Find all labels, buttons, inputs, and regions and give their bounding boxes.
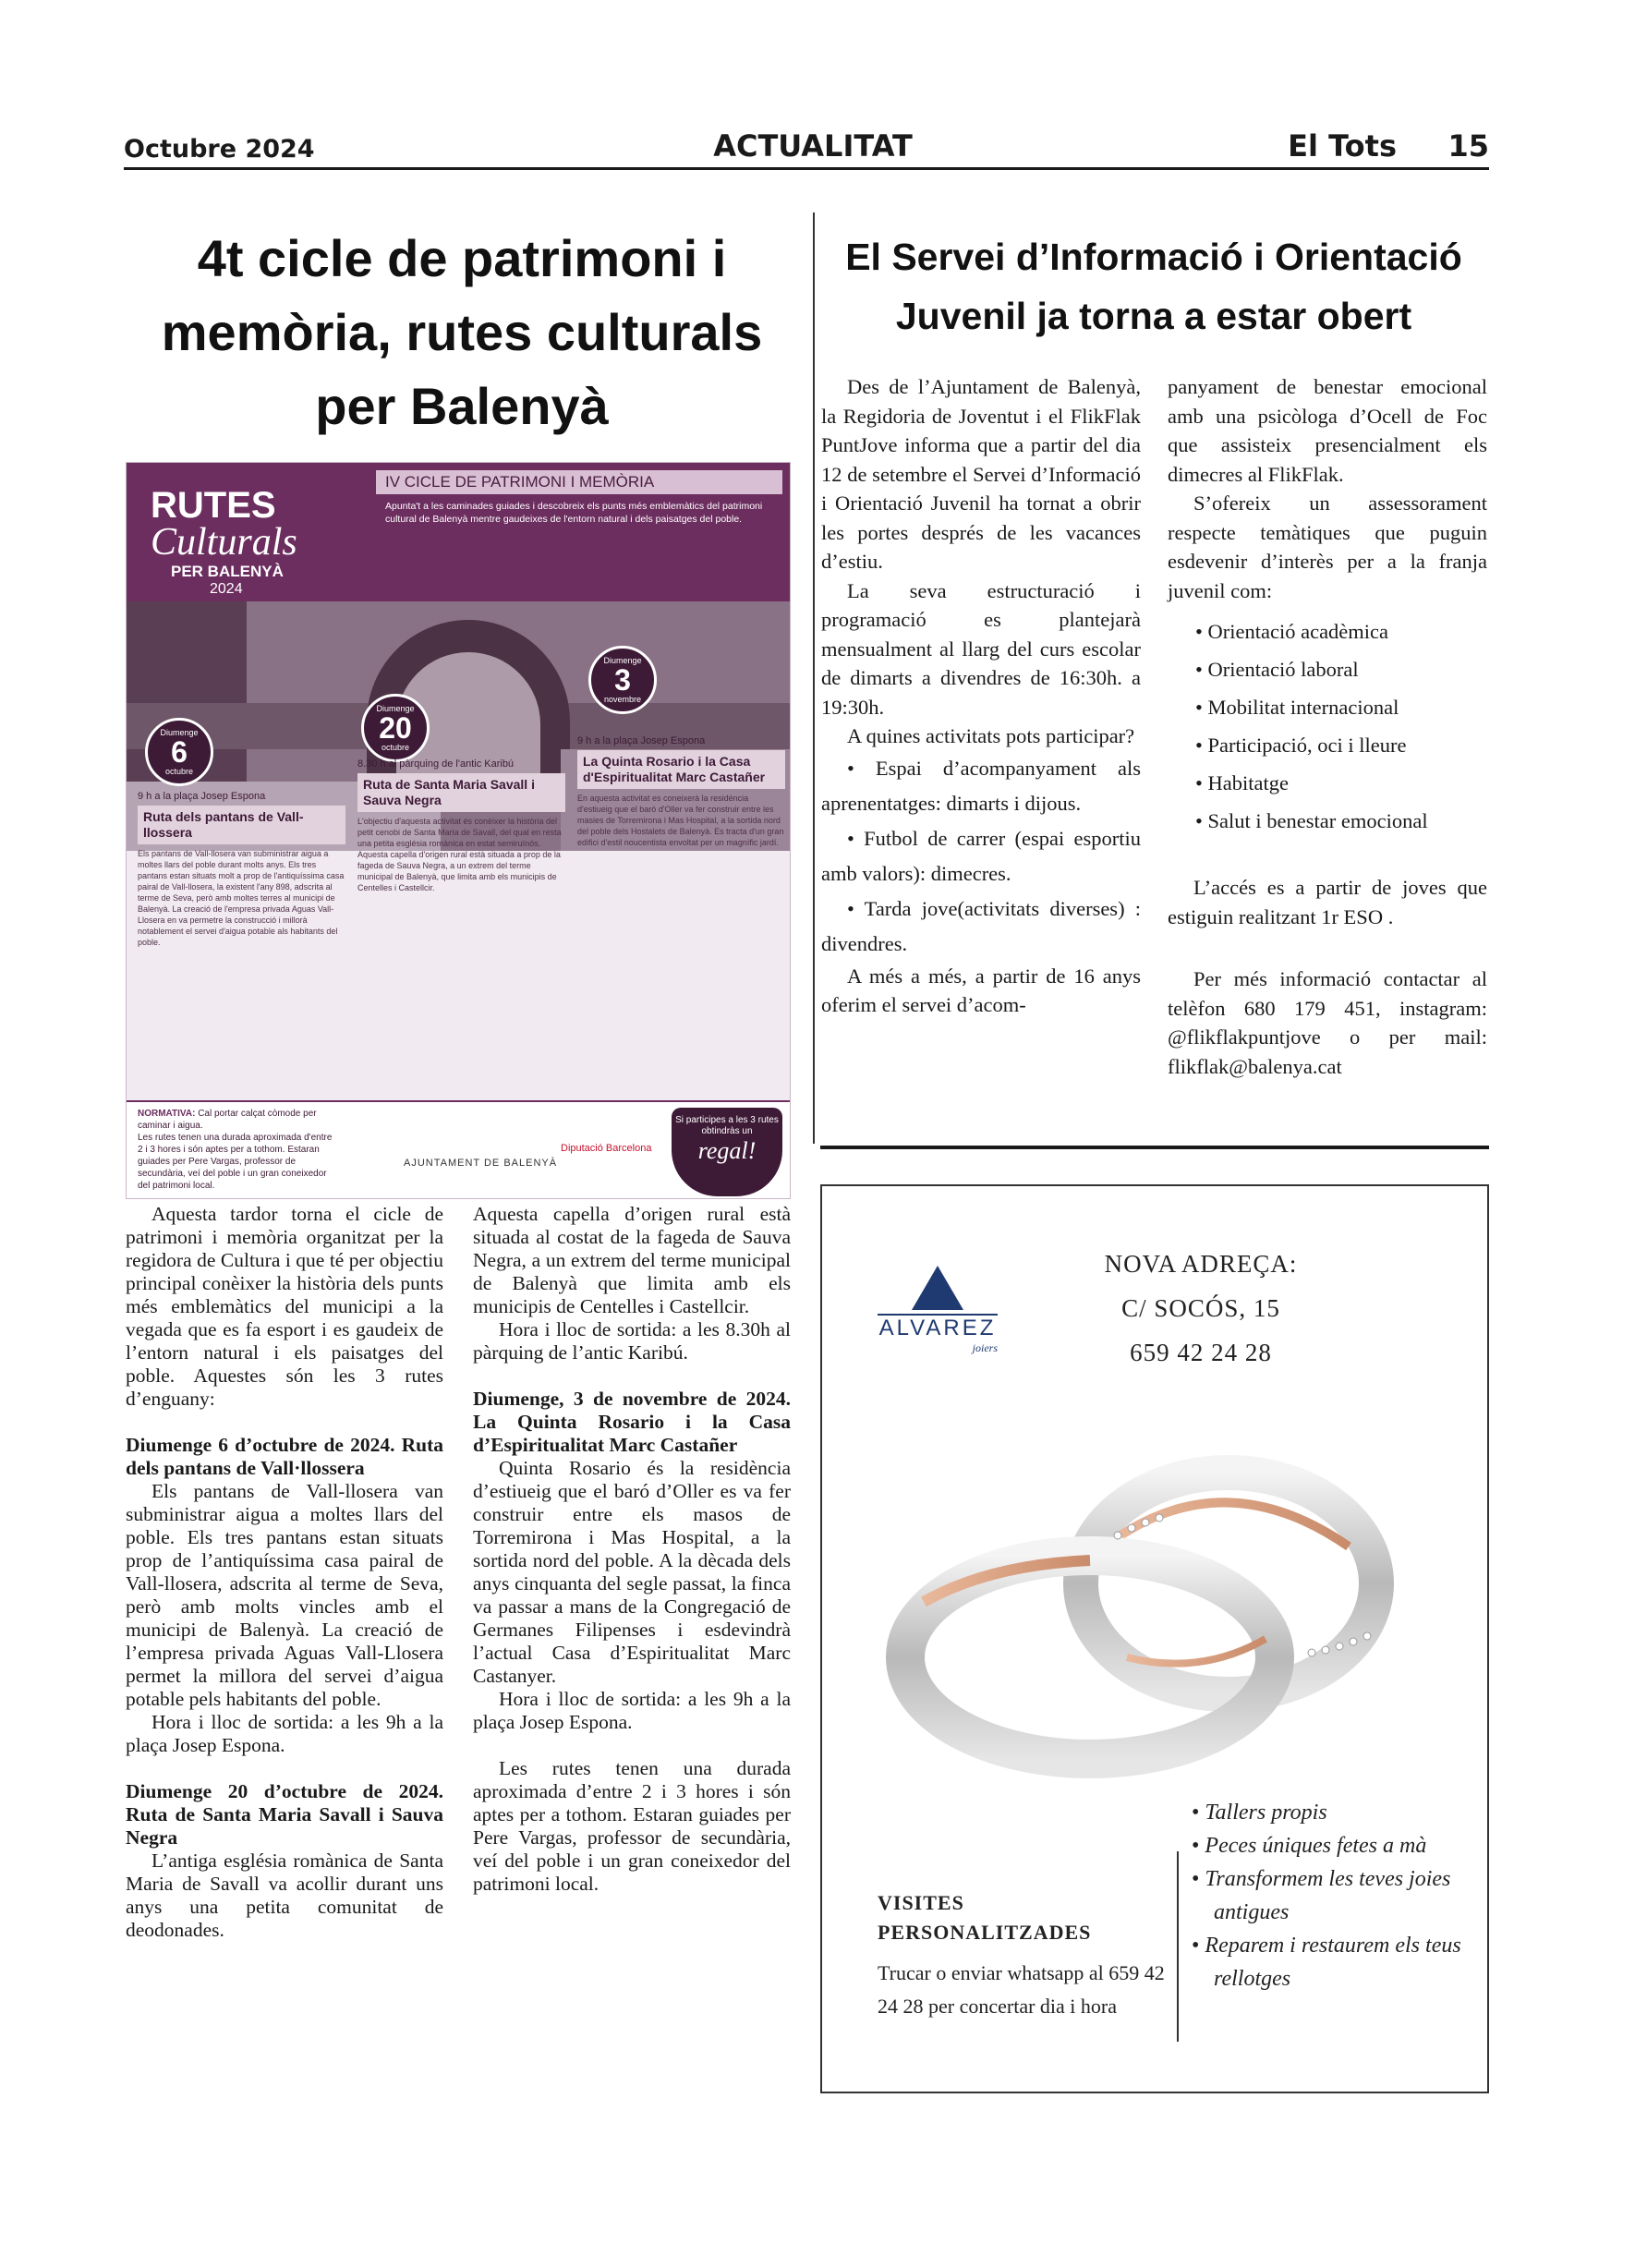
poster-subtitle: PER BALENYÀ: [171, 563, 284, 580]
poster-route-3: [577, 735, 785, 848]
route-title: La Quinta Rosario i la Casa d'Espiritualitat Marc Castañer: [577, 750, 785, 789]
column-divider: [813, 212, 815, 1144]
regal-badge: Si participes a les 3 rutes obtindràs un regal!: [672, 1108, 782, 1196]
date-badge-6: Diumenge 6 octubre: [145, 718, 213, 786]
list-item: • Mobilitat internacional: [1195, 688, 1487, 726]
poster-year: 2024: [210, 581, 243, 597]
right-article-col1: Des de l’Ajuntament de Balenyà, la Regidoria de Joventut i el FlikFlak PuntJove informa que a partir del dia 12 de setembre el Servei d’Informació i Orientació Juvenil ha tornat a obrir les portes després de les vacances d’estiu. La seva estructuració i programació es plantejarà mensualment al llarg del curs escolar de dimarts a divendres de 16:30h. a 19:30h. A quines activitats pots participar? • Espai d’acompanyament als aprenentatges: dimarts i dijous. • Futbol de carrer (espai esportiu amb valors): dimecres. • Tarda jove(activitats diverses) : divendres. A més a més, a partir de 16 anys oferim el servei d’acom-: [821, 375, 1141, 1016]
poster-title-script: Culturals: [151, 521, 297, 564]
left-headline: 4t cicle de patrimoni i memòria, rutes culturals per Balenyà: [161, 229, 763, 435]
section-name: ACTUALITAT: [713, 128, 913, 164]
list-item: • Habitatge: [1195, 764, 1487, 802]
left-article-col2: Aquesta capella d’origen rural està situada al costat de la fageda de Sauva Negra, a un extrem del terme municipal de Balenyà que limita amb els municipis de Centelles i Castellcir. Hora i lloc de sortida: a les 8.30h al pàrquing de l’antic Karibú. Diumenge, 3 de novembre de 2024. La Quinta Rosario i la Casa d’Espiritualitat Marc Castañer Quinta Rosario és la residència d’estiueig que el baró d’Oller es va fer construir entre els masos de Torremirona i Mas Hospital, a la sortida nord del poble. A la dècada dels anys cinquanta del segle passat, la finca va passar a mans de la Congregació de Germanes Filipenses i esdevindrà l’actual Casa d’Espiritualitat Marc Castanyer. Hora i lloc de sortida: a les 9h a la plaça Josep Espona. Les rutes tenen una durada aproximada d’entre 2 i 3 hores i són aptes per a tothom. Estaran guiades per Pere Vargas, professor de secundària, veí del poble i un gran coneixedor del patrimoni local.: [473, 1203, 791, 1895]
topics-list: [1195, 612, 1487, 840]
ad-address: NOVA ADREÇA: C/ SOCÓS, 15 659 42 24 28: [1104, 1250, 1298, 1366]
poster-title: RUTES: [151, 485, 276, 526]
poster-route-2: [357, 758, 565, 893]
route-time: 9 h a la plaça Josep Espona: [577, 735, 706, 746]
logo-triangle-icon: [912, 1266, 963, 1310]
poster-footer: [127, 1100, 791, 1199]
route-body: Els pantans de Vall-llosera van subministrar aigua a moltes llars del poble durant molts anys. Els tres pantans estan situats molt a prop de l'antiquíssima casa pairal de Vall-llosera, la existent l'any 898, adscrita al terme de Seva, però amb moltes terres al municipi de Balenyà. La creació de l'empresa privada Aguas Vall-Llosera en va permetre la construcció i millorà notablement el servei d'aigua potable als habitants del poble.: [138, 849, 345, 947]
ad-divider: [1177, 1851, 1179, 2042]
list-item: • Orientació laboral: [1195, 650, 1487, 688]
date-badge-3: Diumenge 3 novembre: [588, 646, 657, 714]
ajuntament-logo: AJUNTAMENT DE BALENYÀ: [404, 1158, 558, 1169]
list-item: • Tallers propis: [1192, 1796, 1469, 1829]
route-body: L'objectiu d'aquesta activitat és conèixer la història del petit cenobi de Santa Maria de Savall, del qual en resta una petita església romànica en estat semiruïnós. Aquesta capella d'origen rural està situada a prop de la fageda de Sauva Negra, a un extrem del terme municipal de Balenyà, que limita amb els municipis de Centelles i Castellcir.: [357, 817, 562, 892]
poster-cycle-banner: IV CICLE DE PATRIMONI I MEMÒRIA: [376, 470, 782, 494]
poster-intro: Apunta't a les caminades guiades i descobreix els punts més emblemàtics del patrimoni cultural de Balenyà mentre gaudeixes de l'entorn natural i dels paisatges del poble.: [385, 501, 763, 525]
route-title: Ruta de Santa Maria Savall i Sauva Negra: [357, 773, 565, 812]
right-headline: El Servei d’Informació i Orientació Juvenil ja torna a estar obert: [845, 236, 1462, 337]
ad-services-list: [1192, 1796, 1469, 1995]
date-badge-20: Diumenge 20 octubre: [361, 694, 430, 762]
list-item: • Peces úniques fetes a mà: [1192, 1829, 1469, 1862]
diputacio-logo: Diputació Barcelona: [561, 1143, 652, 1154]
publication-name: El Tots: [1288, 128, 1397, 164]
ad-visits: VISITES PERSONALITZADES Trucar o enviar whatsapp al 659 42 24 28 per concertar dia i hora: [878, 1891, 1165, 2018]
list-item: • Transformem les teves joies antigues: [1192, 1862, 1469, 1929]
wedding-rings-image: [850, 1445, 1469, 1796]
route-time: 9 h a la plaça Josep Espona: [138, 791, 266, 802]
list-item: • Participació, oci i lleure: [1195, 726, 1487, 764]
list-item: • Reparem i restaurem els teus rellotges: [1192, 1929, 1469, 1995]
ad-separator: [820, 1146, 1489, 1149]
route-time: 8.30 h al pàrquing de l'antic Karibú: [357, 758, 515, 770]
route-body: En aquesta activitat es coneixerà la residència d'estiueig que el baró d'Oller va fer construir entre les masies de Torremirona i Mas Hospital, a la sortida nord del poble dels Hostalets de Balenyà. Es tracta d'un gran edifici d'estil noucentista envoltat per un magnífic jardí.: [577, 794, 784, 847]
page-header: [124, 127, 1489, 170]
route-title: Ruta dels pantans de Vall-llossera: [138, 806, 345, 844]
issue-date: Octubre 2024: [124, 135, 315, 164]
alvarez-logo: ALVAREZ joiers: [878, 1266, 998, 1355]
list-item: • Orientació acadèmica: [1195, 612, 1487, 650]
poster-route-1: [138, 791, 345, 948]
rutes-culturals-poster: [126, 462, 791, 1199]
list-item: • Salut i benestar emocional: [1195, 802, 1487, 840]
poster-normativa: NORMATIVA: Cal portar calçat còmode per caminar i aigua. Les rutes tenen una durada aproximada d'entre 2 i 3 hores i són aptes per a tothom. Estaran guiades per Pere Vargas, professor de secundària, veí del poble i un gran coneixedor del patrimoni local.: [138, 1109, 333, 1191]
left-article-col1: Aquesta tardor torna el cicle de patrimoni i memòria organitzat per la regidora de Cultura i que té per objectiu principal conèixer la història dels punts més emblemàtics del municipi a la vegada que es fa esport i es gaudeix de l’entorn natural i els paisatges del poble. Aquestes són les 3 rutes d’enguany: Diumenge 6 d’octubre de 2024. Ruta dels pantans de Vall·llossera Els pantans de Vall-llosera van subministrar aigua a moltes llars del poble. Els tres pantans estan situats prop de l’antiquíssima casa pairal de Vall-llosera, adscrita al terme de Seva, però amb molts vincles amb el municipi de Balenyà. La creació de l’empresa privada Aguas Vall-Llosera permet la millora del servei d’aigua potable pels habitants del poble. Hora i lloc de sortida: a les 9h a la plaça Josep Espona. Diumenge 20 d’octubre de 2024. Ruta de Santa Maria Savall i Sauva Negra L’antiga església romànica de Santa Maria de Savall va acollir durant uns anys una petita comunitat de deodonades.: [126, 1203, 443, 1941]
page-number: 15: [1447, 128, 1489, 164]
right-article-col2: panyament de benestar emocional amb una psicòloga d’Ocell de Foc que assisteix presencialment els dimecres al FlikFlak. S’ofereix un assessorament respecte temàtiques que puguin esdevenir d’interès per a la franja juvenil com: • Orientació acadèmica • Orientació laboral • Mobilitat internacional • Participació, oci i lleure • Habitatge • Salut i benestar emocional L’accés es a partir de joves que estiguin realitzant 1r ESO . Per més informació contactar al telèfon 680 179 451, instagram: @flikflakpuntjove o per mail: flikflak@balenya.cat: [1168, 372, 1487, 1081]
alvarez-advertisement: [820, 1184, 1489, 2093]
